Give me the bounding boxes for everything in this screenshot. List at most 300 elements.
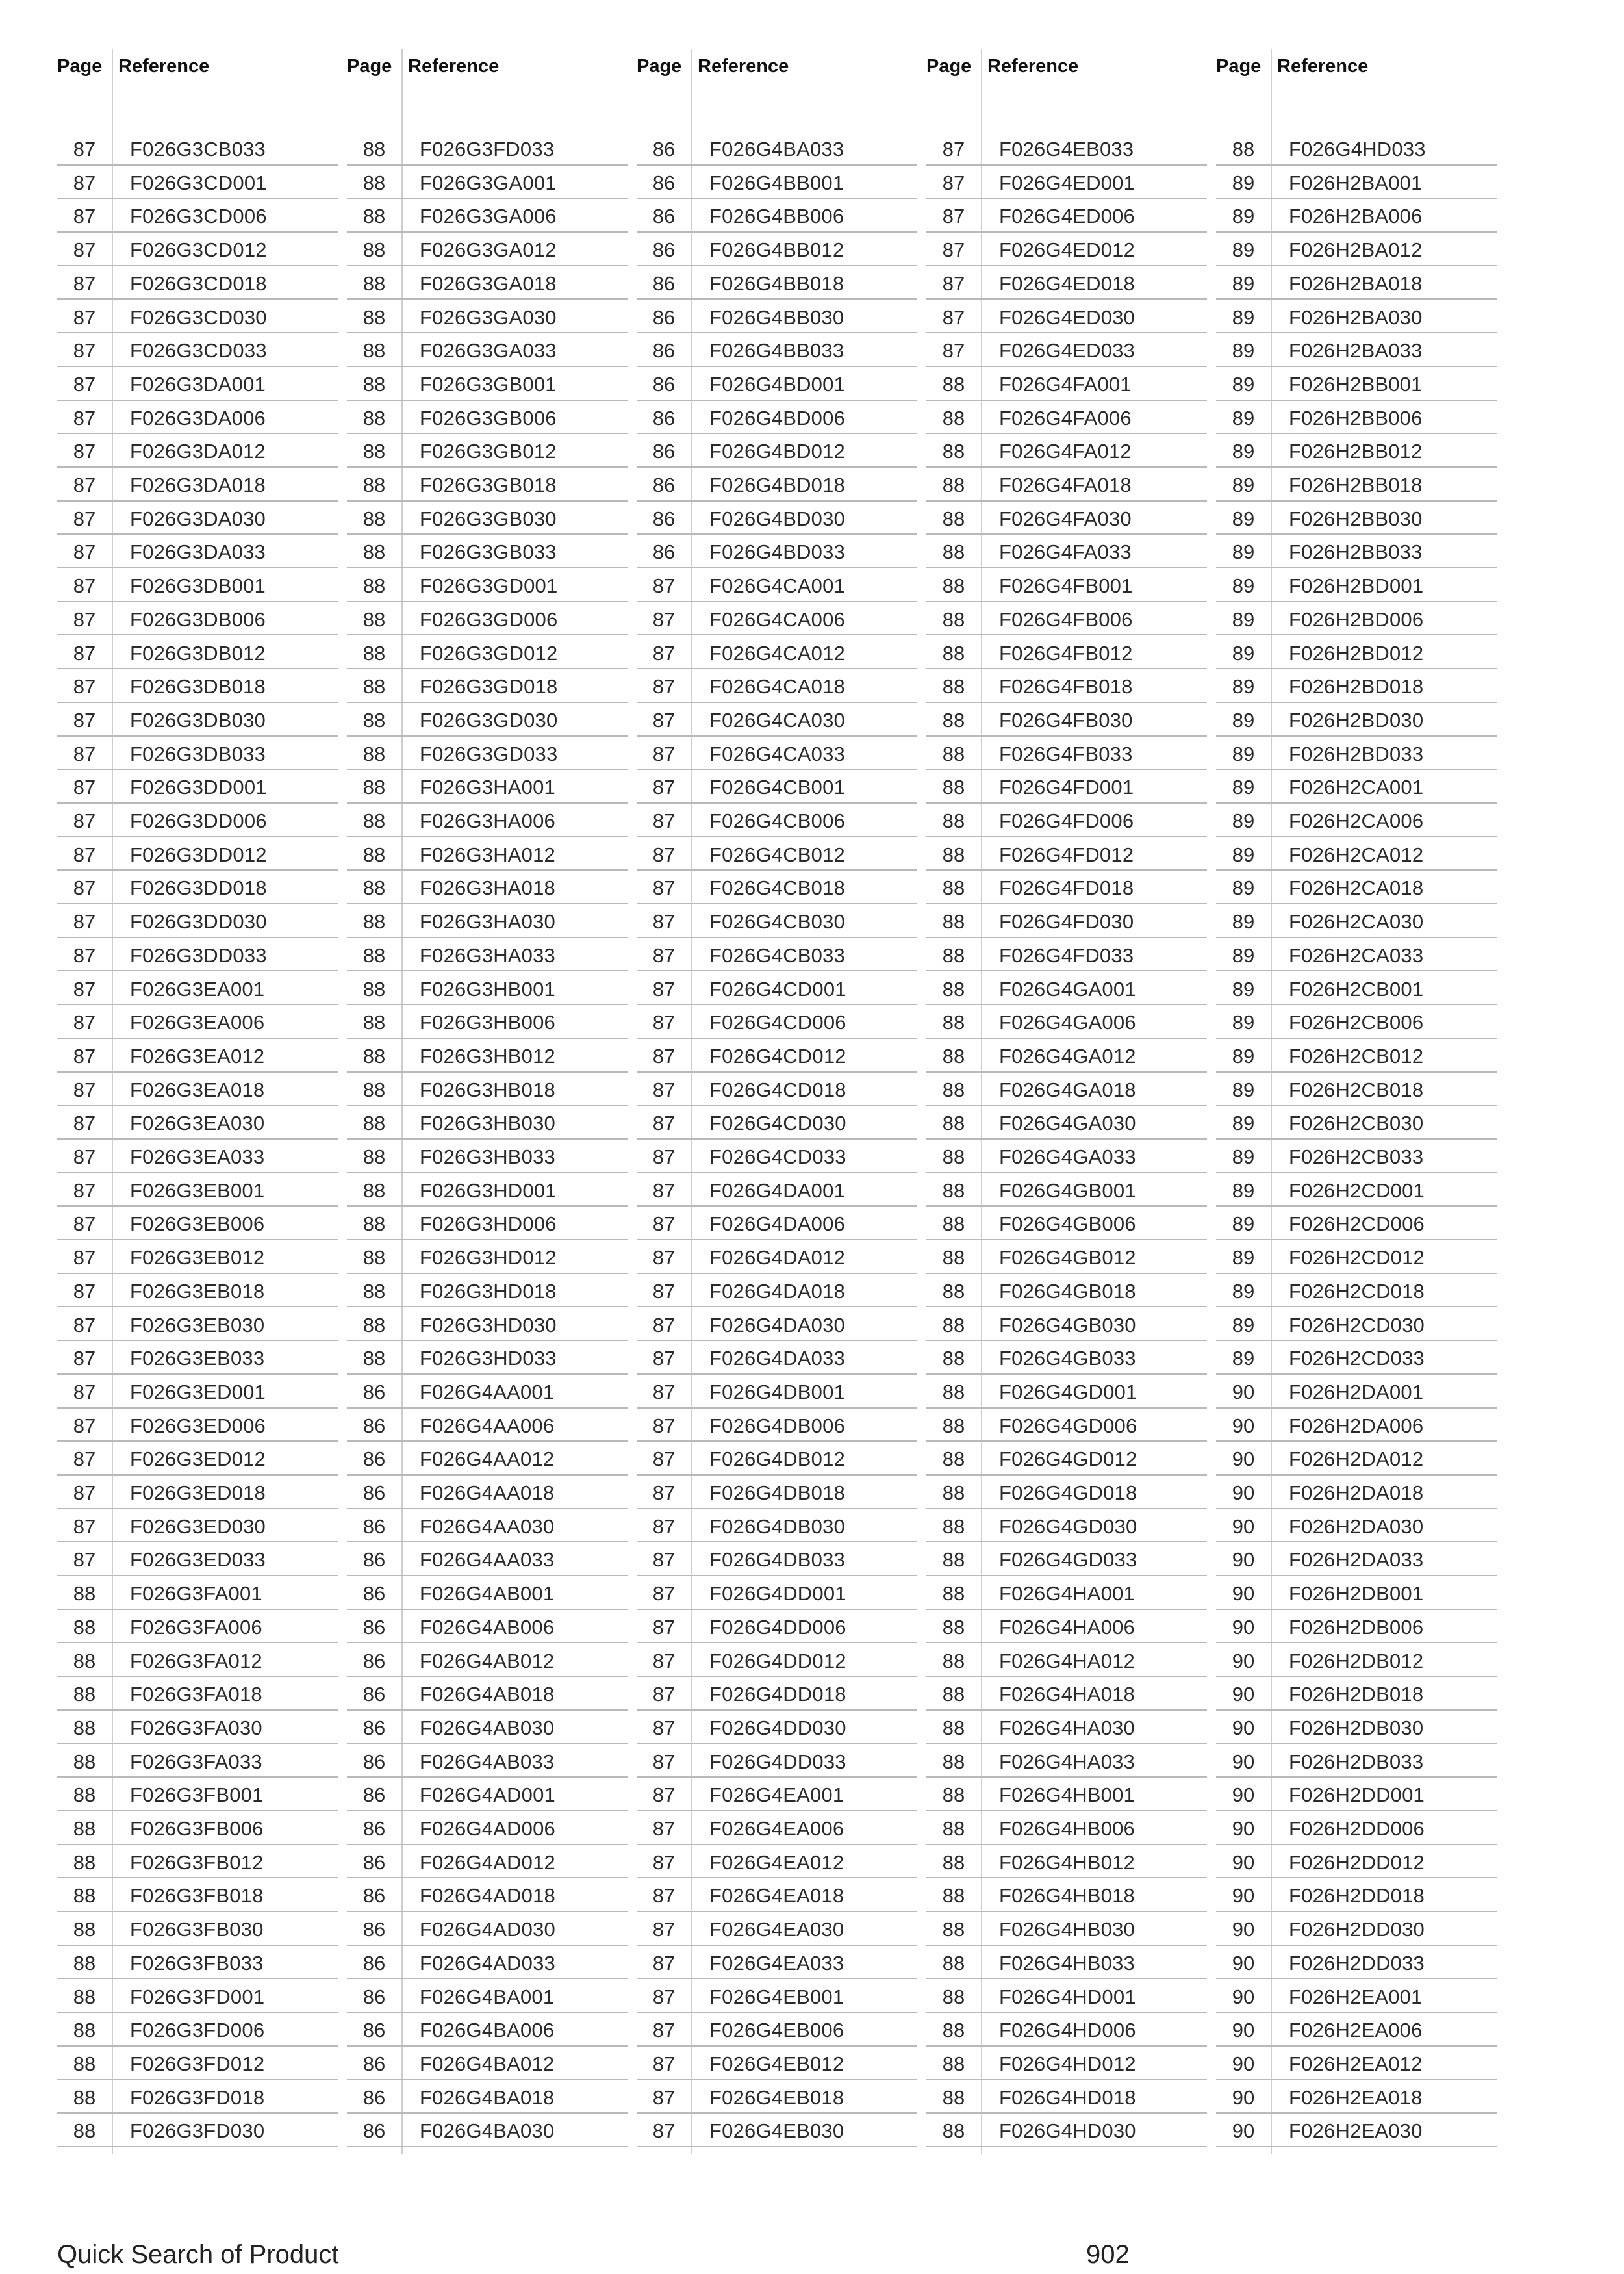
page-number-cell: 88 [942, 1145, 965, 1168]
reference-cell: F026G4FD001 [999, 776, 1134, 799]
table-row [637, 602, 917, 636]
table-row [926, 602, 1207, 636]
page-number-cell: 87 [942, 238, 965, 262]
table-row [637, 737, 917, 771]
page-number-cell: 87 [652, 1548, 676, 1572]
page-number-cell: 89 [1232, 1112, 1255, 1135]
page-number-cell: 87 [652, 1279, 676, 1303]
page-number-cell: 90 [1232, 2019, 1255, 2042]
page-number-cell: 87 [73, 138, 96, 160]
reference-cell: F026G4GA001 [999, 977, 1136, 1001]
reference-cell: F026H2DB001 [1289, 1582, 1424, 1605]
table-row [57, 199, 338, 233]
table-row [637, 2013, 917, 2047]
page-number-cell: 89 [1232, 1313, 1255, 1336]
reference-cell: F026H2BB006 [1289, 406, 1423, 429]
page-number-cell: 88 [73, 1817, 96, 1840]
page-number-cell: 87 [73, 574, 96, 598]
page-number-cell: 88 [362, 1179, 386, 1202]
table-row [1216, 904, 1497, 938]
page-number-cell: 87 [652, 1817, 676, 1840]
page-number-cell: 87 [652, 1884, 676, 1908]
table-row [347, 266, 628, 300]
table-row [347, 1811, 628, 1845]
table-row [926, 300, 1207, 334]
table-row [926, 1442, 1207, 1476]
table-row [926, 401, 1207, 435]
reference-cell: F026G4DD006 [709, 1615, 846, 1639]
page-number-cell: 88 [73, 2119, 96, 2143]
reference-cell: F026G4DD033 [709, 1750, 846, 1773]
table-row [1216, 1778, 1497, 1811]
page-number-cell: 87 [652, 776, 676, 799]
table-row [57, 770, 338, 804]
reference-cell: F026G4CA001 [709, 574, 845, 598]
table-row [347, 1946, 628, 1980]
table-row [926, 1005, 1207, 1039]
table-row [1216, 132, 1497, 166]
reference-cell: F026H2BB018 [1289, 474, 1423, 496]
reference-cell: F026G4HA012 [999, 1649, 1135, 1672]
page-number-cell: 87 [73, 1279, 96, 1303]
reference-cell: F026G3GA030 [420, 305, 557, 329]
reference-cell: F026G4BB006 [709, 205, 844, 228]
page-number-cell: 87 [652, 1246, 676, 1270]
reference-cell: F026H2DB033 [1289, 1750, 1424, 1773]
page-number-cell: 87 [652, 1918, 676, 1941]
table-row [57, 1039, 338, 1073]
page-number-cell: 88 [362, 1212, 386, 1236]
table-row [926, 233, 1207, 266]
reference-cell: F026G3DD006 [130, 810, 267, 832]
reference-cell: F026H2DB012 [1289, 1649, 1424, 1672]
table-row [57, 166, 338, 199]
page-number-cell: 88 [942, 675, 965, 698]
reference-cell: F026H2DA030 [1289, 1514, 1424, 1538]
page-number-cell: 87 [73, 876, 96, 900]
reference-cell: F026G4EA018 [709, 1884, 844, 1908]
table-row [347, 166, 628, 199]
reference-cell: F026H2BA006 [1289, 205, 1423, 228]
table-row [1216, 266, 1497, 300]
page-number-cell: 88 [73, 1918, 96, 1941]
page-number-cell: 88 [362, 1078, 386, 1101]
page-number-cell: 88 [362, 1279, 386, 1303]
table-row [57, 904, 338, 938]
table-row [57, 1644, 338, 1678]
reference-cell: F026G3ED033 [130, 1548, 266, 1572]
reference-cell: F026G3EB030 [130, 1313, 265, 1336]
page-number-cell: 88 [362, 810, 386, 832]
reference-cell: F026G3GB033 [420, 541, 557, 564]
reference-cell: F026H2CA012 [1289, 843, 1424, 866]
reference-cell: F026G4ED033 [999, 339, 1135, 363]
page-number-cell: 88 [73, 2019, 96, 2042]
page-number-cell: 88 [73, 1884, 96, 1908]
page-number-cell: 88 [362, 843, 386, 866]
reference-cell: F026G4HB018 [999, 1884, 1135, 1908]
page-number-cell: 88 [942, 607, 965, 631]
reference-cell: F026G3FA018 [130, 1683, 262, 1706]
reference-cell: F026G3FA006 [130, 1615, 262, 1639]
table-row [637, 938, 917, 972]
page-number-cell: 88 [942, 1716, 965, 1739]
table-row [926, 669, 1207, 703]
reference-cell: F026H2CD012 [1289, 1246, 1425, 1270]
page-number-cell: 87 [73, 171, 96, 194]
page-number-cell: 90 [1232, 1414, 1255, 1437]
page-number-cell: 87 [652, 2019, 676, 2042]
page-number-cell: 89 [1232, 742, 1255, 765]
reference-cell: F026G4EA012 [709, 1850, 844, 1874]
reference-cell: F026G3CD030 [130, 305, 267, 329]
page-number-cell: 86 [362, 1750, 386, 1773]
table-row [637, 770, 917, 804]
table-row [926, 1610, 1207, 1644]
table-row [57, 636, 338, 670]
table-row [347, 602, 628, 636]
page-number-cell: 87 [942, 339, 965, 363]
page-number-cell: 87 [73, 474, 96, 496]
page-number-cell: 88 [362, 910, 386, 934]
page-number-cell: 89 [1232, 1212, 1255, 1236]
table-row [637, 1073, 917, 1106]
page-number-cell: 87 [652, 1951, 676, 1974]
table-row [1216, 837, 1497, 871]
reference-cell: F026H2EA006 [1289, 2019, 1423, 2042]
reference-cell: F026G3HB030 [420, 1112, 555, 1135]
page-number-cell: 87 [652, 574, 676, 598]
reference-cell: F026G4EA006 [709, 1817, 844, 1840]
page-number-cell: 87 [652, 1078, 676, 1101]
reference-cell: F026G4GB006 [999, 1212, 1136, 1236]
page-number-cell: 87 [652, 1414, 676, 1437]
table-row [1216, 636, 1497, 670]
reference-cell: F026G4HB001 [999, 1783, 1135, 1807]
page-number-cell: 88 [942, 1514, 965, 1538]
page-number-cell: 87 [73, 776, 96, 799]
column-header-page: Page [1216, 56, 1262, 77]
page-number-cell: 87 [73, 238, 96, 262]
page-number-cell: 88 [362, 1347, 386, 1370]
reference-cell: F026G4BB012 [709, 238, 844, 262]
table-row [57, 1744, 338, 1778]
reference-cell: F026G4AA001 [420, 1380, 555, 1403]
page-number-cell: 90 [1232, 1514, 1255, 1538]
table-row [926, 1744, 1207, 1778]
reference-cell: F026G4DB006 [709, 1414, 845, 1437]
table-row [347, 1341, 628, 1375]
page-number-cell: 86 [362, 1918, 386, 1941]
page-number-cell: 88 [362, 607, 386, 631]
reference-cell: F026G4CA030 [709, 708, 845, 732]
reference-cell: F026G4DB033 [709, 1548, 845, 1572]
reference-cell: F026H2CD033 [1289, 1347, 1425, 1370]
page-number-cell: 86 [362, 2086, 386, 2109]
table-row [57, 333, 338, 367]
table-row [57, 602, 338, 636]
table-row [347, 1778, 628, 1811]
reference-cell: F026G3CD033 [130, 339, 267, 363]
table-row [57, 1173, 338, 1207]
reference-cell: F026G4AB001 [420, 1582, 555, 1605]
table-row [347, 367, 628, 401]
page-number-cell: 88 [73, 1649, 96, 1672]
page-number-cell: 88 [942, 1011, 965, 1034]
page-number-cell: 88 [73, 1683, 96, 1706]
reference-cell: F026G4HB012 [999, 1850, 1135, 1874]
table-row [1216, 602, 1497, 636]
column-header-reference: Reference [987, 56, 1079, 77]
table-row [57, 1946, 338, 1980]
page-number-cell: 88 [362, 305, 386, 329]
page-number-cell: 88 [942, 1817, 965, 1840]
page-number-cell: 87 [73, 675, 96, 698]
table-row [926, 1878, 1207, 1912]
table-row [1216, 2114, 1497, 2147]
page-number-cell: 88 [1232, 138, 1255, 160]
table-row [347, 1711, 628, 1744]
table-row [347, 1476, 628, 1509]
page-number-cell: 88 [942, 1044, 965, 1067]
table-row [347, 233, 628, 266]
table-row [1216, 871, 1497, 904]
reference-cell: F026G3FB033 [130, 1951, 264, 1974]
page-number-cell: 87 [73, 1078, 96, 1101]
page-number-cell: 86 [652, 138, 676, 160]
reference-cell: F026H2DA001 [1289, 1380, 1424, 1403]
page-number-cell: 87 [652, 1615, 676, 1639]
table-row [347, 401, 628, 435]
page-number-cell: 87 [652, 1481, 676, 1504]
reference-cell: F026G3EA033 [130, 1145, 265, 1168]
page-number-cell: 87 [652, 1347, 676, 1370]
reference-cell: F026G4ED006 [999, 205, 1135, 228]
table-row [347, 1442, 628, 1476]
reference-cell: F026G3DA030 [130, 507, 266, 530]
reference-cell: F026G3DA001 [130, 372, 266, 396]
reference-cell: F026G3EA006 [130, 1011, 265, 1034]
table-row [57, 266, 338, 300]
table-row [1216, 1207, 1497, 1240]
page-number-cell: 88 [942, 541, 965, 564]
table-row [57, 1274, 338, 1308]
reference-cell: F026G4AD018 [420, 1884, 555, 1908]
table-row [1216, 1106, 1497, 1140]
page-number-cell: 87 [652, 2052, 676, 2075]
reference-cell: F026G4FD033 [999, 943, 1134, 967]
page-number-cell: 90 [1232, 1481, 1255, 1504]
table-row [347, 1610, 628, 1644]
page-number-cell: 88 [362, 574, 386, 598]
page-number-cell: 86 [652, 541, 676, 564]
table-row [57, 1442, 338, 1476]
table-row [347, 333, 628, 367]
table-row [57, 1140, 338, 1173]
table-row [57, 804, 338, 837]
table-row [347, 1980, 628, 2013]
page-number-cell: 89 [1232, 1347, 1255, 1370]
reference-cell: F026G3CD006 [130, 205, 267, 228]
page-number-cell: 89 [1232, 675, 1255, 698]
table-row [926, 1644, 1207, 1678]
table-row [926, 1274, 1207, 1308]
page-number-cell: 87 [652, 742, 676, 765]
table-row [926, 804, 1207, 837]
table-row [347, 1039, 628, 1073]
page-number-cell: 86 [362, 1683, 386, 1706]
table-row [57, 1845, 338, 1879]
reference-cell: F026G4AA030 [420, 1514, 555, 1538]
reference-cell: F026G4CB012 [709, 843, 845, 866]
page-number-cell: 88 [942, 1347, 965, 1370]
page-number-cell: 88 [942, 1783, 965, 1807]
reference-cell: F026G4FD018 [999, 876, 1134, 900]
page-number-cell: 88 [362, 675, 386, 698]
reference-cell: F026G3DB012 [130, 641, 266, 665]
table-row [57, 1476, 338, 1509]
reference-cell: F026G4AD033 [420, 1951, 555, 1974]
reference-cell: F026G3GA001 [420, 171, 557, 194]
reference-cell: F026G4DA018 [709, 1279, 845, 1303]
table-row [926, 636, 1207, 670]
table-row [347, 1912, 628, 1946]
reference-cell: F026H2BB001 [1289, 372, 1423, 396]
reference-cell: F026G4GA006 [999, 1011, 1136, 1034]
table-row [926, 1409, 1207, 1442]
table-row [57, 669, 338, 703]
table-row [57, 1677, 338, 1711]
page-number-cell: 87 [73, 1380, 96, 1403]
page-number-cell: 88 [942, 1380, 965, 1403]
page-number-cell: 87 [652, 1011, 676, 1034]
reference-cell: F026H2EA012 [1289, 2052, 1423, 2075]
table-row [926, 1509, 1207, 1543]
table-column-block [347, 49, 628, 2154]
page-number-cell: 87 [73, 708, 96, 732]
page-number-cell: 86 [652, 272, 676, 295]
reference-cell: F026G4EB033 [999, 138, 1134, 160]
page-number-cell: 86 [652, 171, 676, 194]
reference-cell: F026H2BA012 [1289, 238, 1423, 262]
page-number-cell: 86 [652, 339, 676, 363]
page-number-cell: 88 [362, 876, 386, 900]
reference-cell: F026G3DB018 [130, 675, 266, 698]
reference-cell: F026H2CB030 [1289, 1112, 1424, 1135]
reference-cell: F026G4BD030 [709, 507, 845, 530]
page-number-cell: 88 [362, 171, 386, 194]
reference-cell: F026G4DA001 [709, 1179, 845, 1202]
reference-cell: F026G3CD001 [130, 171, 267, 194]
reference-cell: F026H2DB030 [1289, 1716, 1424, 1739]
page-number-cell: 89 [1232, 238, 1255, 262]
page-number-cell: 87 [73, 977, 96, 1001]
page-number-cell: 87 [652, 876, 676, 900]
reference-cell: F026G3GD001 [420, 574, 558, 598]
reference-cell: F026G4HB033 [999, 1951, 1135, 1974]
table-row [637, 1409, 917, 1442]
page-number-cell: 88 [362, 1044, 386, 1067]
table-row [1216, 1878, 1497, 1912]
reference-cell: F026G4CB030 [709, 910, 845, 934]
page-number-cell: 87 [73, 1179, 96, 1202]
table-row [57, 1005, 338, 1039]
table-row [926, 972, 1207, 1006]
page-number-cell: 87 [652, 607, 676, 631]
table-row [57, 1980, 338, 2013]
page-number-cell: 87 [73, 541, 96, 564]
table-row [637, 669, 917, 703]
table-row [57, 1542, 338, 1576]
page-number-cell: 89 [1232, 205, 1255, 228]
reference-cell: F026G3HA012 [420, 843, 555, 866]
table-row [926, 1845, 1207, 1879]
table-row [926, 1308, 1207, 1342]
reference-cell: F026G4BD006 [709, 406, 845, 429]
reference-cell: F026G4BB018 [709, 272, 844, 295]
table-row [1216, 1073, 1497, 1106]
reference-cell: F026G4DA033 [709, 1347, 845, 1370]
table-row [1216, 535, 1497, 568]
table-row [347, 1409, 628, 1442]
table-row [637, 367, 917, 401]
page-number-cell: 90 [1232, 1985, 1255, 2008]
reference-cell: F026G3HA006 [420, 810, 555, 832]
reference-cell: F026H2BD033 [1289, 742, 1424, 765]
reference-cell: F026G3GA012 [420, 238, 557, 262]
reference-cell: F026G4FB001 [999, 574, 1133, 598]
page-number-cell: 87 [942, 138, 965, 160]
reference-cell: F026G3GB001 [420, 372, 557, 396]
table-row [347, 1845, 628, 1879]
reference-cell: F026G3DD001 [130, 776, 267, 799]
table-row [1216, 233, 1497, 266]
table-row [637, 1610, 917, 1644]
table-row [926, 199, 1207, 233]
reference-cell: F026G4GA018 [999, 1078, 1136, 1101]
reference-cell: F026G4CA006 [709, 607, 845, 631]
reference-cell: F026G3CD012 [130, 238, 267, 262]
reference-cell: F026H2CB006 [1289, 1011, 1424, 1034]
table-row [637, 1576, 917, 1610]
reference-cell: F026G3HB001 [420, 977, 555, 1001]
table-row [637, 535, 917, 568]
table-row [57, 871, 338, 904]
table-row [57, 233, 338, 266]
reference-cell: F026G3ED012 [130, 1448, 266, 1471]
table-row [347, 669, 628, 703]
page-number-cell: 89 [1232, 272, 1255, 295]
page-number-cell: 88 [942, 1951, 965, 1974]
page-number-cell: 88 [362, 474, 386, 496]
page-number-cell: 87 [73, 1313, 96, 1336]
table-row [637, 904, 917, 938]
reference-cell: F026G4AD006 [420, 1817, 555, 1840]
page-number-cell: 89 [1232, 943, 1255, 967]
table-row [1216, 1677, 1497, 1711]
reference-cell: F026G4HD033 [1289, 138, 1426, 160]
table-row [637, 1778, 917, 1811]
page-number-cell: 87 [73, 1011, 96, 1034]
page-number-cell: 87 [652, 1783, 676, 1807]
page-number-cell: 88 [942, 910, 965, 934]
reference-cell: F026G4HA001 [999, 1582, 1135, 1605]
table-row [926, 1811, 1207, 1845]
page-number-cell: 88 [73, 1951, 96, 1974]
table-row [57, 367, 338, 401]
page-number-cell: 88 [942, 1850, 965, 1874]
reference-cell: F026H2BA018 [1289, 272, 1423, 295]
